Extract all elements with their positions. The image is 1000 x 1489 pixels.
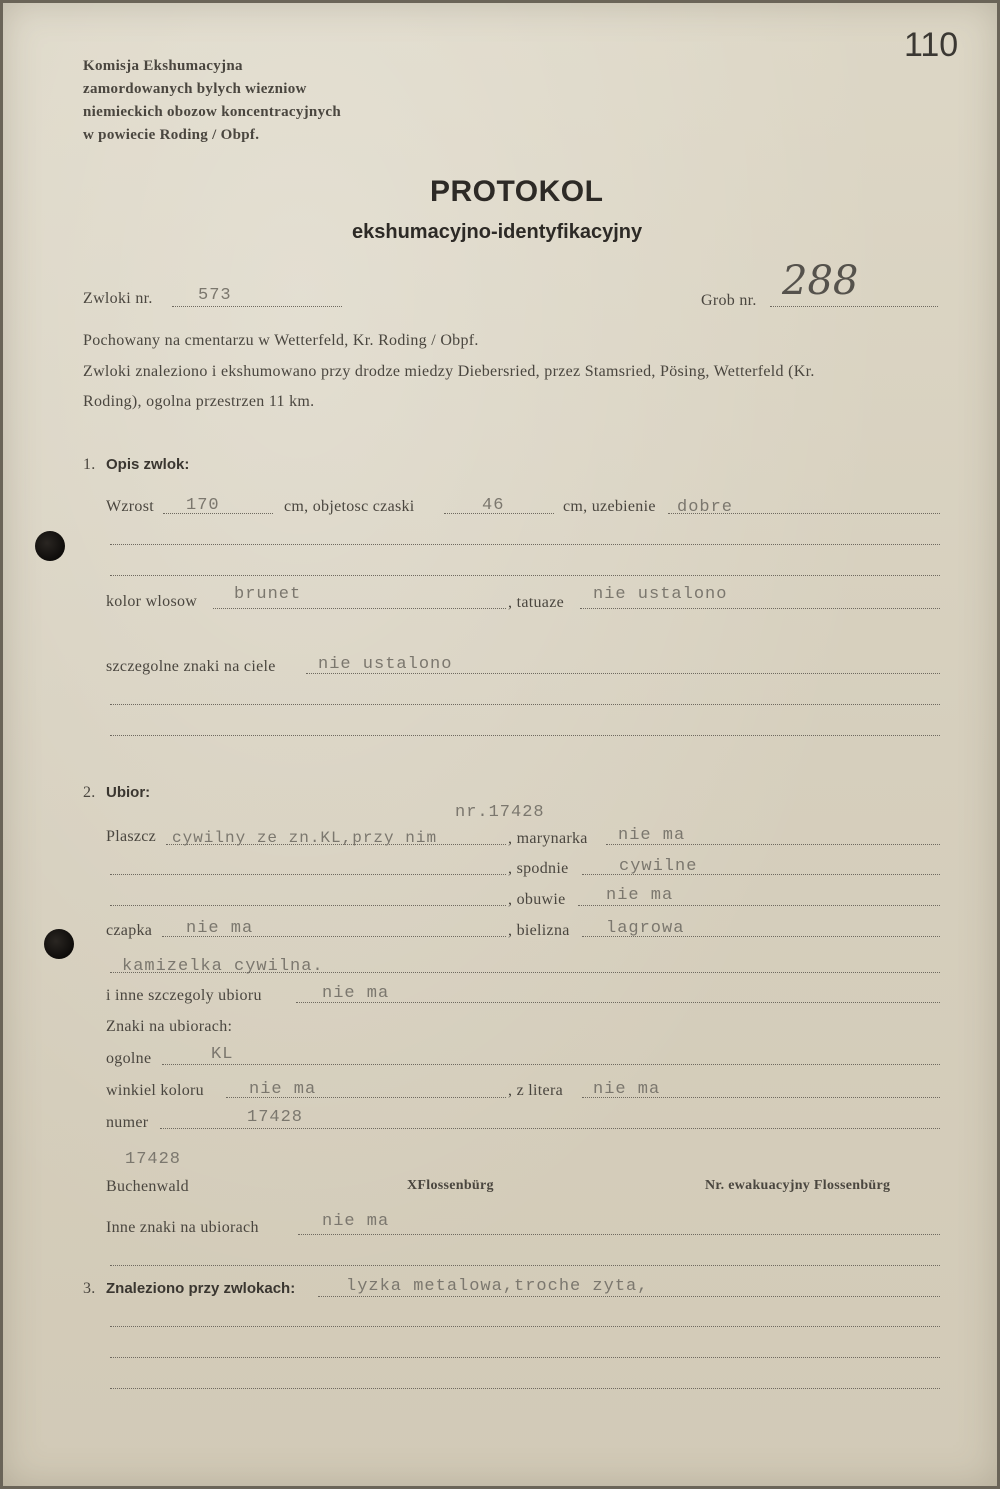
bielizna-label: , bielizna <box>508 922 570 939</box>
uzebienie-label: cm, uzebienie <box>563 498 656 515</box>
tatuaze-value: nie ustalono <box>593 585 728 604</box>
ogolne-line <box>162 1064 940 1065</box>
header-line-3: niemieckich obozow koncentracyjnych <box>83 104 341 120</box>
numer-label: numer <box>106 1114 149 1131</box>
burial-place: Pochowany na cmentarzu w Wetterfeld, Kr. Roding / Obpf. <box>83 332 479 349</box>
obuwie-label: , obuwie <box>508 891 566 908</box>
ewakuacyjny-label: Nr. ewakuacyjny Flossenbürg <box>705 1178 891 1193</box>
inne-szczegoly-line <box>296 1002 940 1003</box>
czaski-label: cm, objetosc czaski <box>284 498 415 515</box>
wzrost-value: 170 <box>186 496 220 515</box>
bielizna-value: lagrowa <box>606 919 685 938</box>
prisoner-number-above: nr.17428 <box>455 803 545 822</box>
header-line-4: w powiecie Roding / Obpf. <box>83 127 260 143</box>
ogolne-label: ogolne <box>106 1050 152 1067</box>
page-title: PROTOKOL <box>430 175 604 208</box>
section-1-number: 1. <box>83 456 96 473</box>
found-location-line-2: Roding), ogolna przestrzen 11 km. <box>83 393 315 410</box>
binder-hole-top <box>35 531 65 561</box>
buchenwald-label: Buchenwald <box>106 1178 189 1195</box>
blank-line <box>110 704 940 705</box>
inne-znaki-line <box>298 1234 940 1235</box>
blank-line <box>110 544 940 545</box>
czapka-value: nie ma <box>186 919 254 938</box>
blank-line <box>110 1388 940 1389</box>
section-2-title: Ubior: <box>106 784 151 801</box>
kolor-label: kolor wlosow <box>106 593 198 610</box>
litera-value: nie ma <box>593 1080 661 1099</box>
zwloki-label: Zwloki nr. <box>83 290 153 307</box>
section-3-value: lyzka metalowa,troche zyta, <box>346 1277 649 1296</box>
tatuaze-label: , tatuaze <box>508 594 564 611</box>
spodnie-label: , spodnie <box>508 860 569 877</box>
blank-line <box>110 735 940 736</box>
blank-line <box>110 1326 940 1327</box>
header-line-1: Komisja Ekshumacyjna <box>83 58 243 74</box>
tatuaze-line <box>580 608 940 609</box>
grob-value: 288 <box>782 258 859 304</box>
znaki-ubiorach-label: Znaki na ubiorach: <box>106 1018 233 1035</box>
plaszcz-label: Plaszcz <box>106 828 157 845</box>
header-line-2: zamordowanych bylych wiezniow <box>83 81 307 97</box>
section-3-line <box>318 1296 940 1297</box>
inne-znaki-value: nie ma <box>322 1212 390 1231</box>
numer-line <box>160 1128 940 1129</box>
section-3-title: Znaleziono przy zwlokach: <box>106 1280 296 1297</box>
obuwie-value: nie ma <box>606 886 674 905</box>
page-subtitle: ekshumacyjno-identyfikacyjny <box>352 221 643 243</box>
grob-label: Grob nr. <box>701 292 757 309</box>
blank-line <box>110 575 940 576</box>
blank-line <box>110 905 506 906</box>
kolor-line <box>213 608 506 609</box>
binder-hole-bottom <box>44 929 74 959</box>
litera-label: , z litera <box>508 1082 563 1099</box>
zwloki-value: 573 <box>198 286 232 305</box>
inne-szczegoly-value: nie ma <box>322 984 390 1003</box>
kolor-value: brunet <box>234 585 302 604</box>
plaszcz-value: cywilny ze zn.KL,przy nim <box>172 829 438 847</box>
section-1-title: Opis zwlok: <box>106 456 190 473</box>
blank-line <box>110 874 506 875</box>
obuwie-line <box>578 905 940 906</box>
winkiel-value: nie ma <box>249 1080 317 1099</box>
blank-line <box>110 1265 940 1266</box>
winkiel-label: winkiel koloru <box>106 1082 204 1099</box>
marynarka-value: nie ma <box>618 826 686 845</box>
znaki-cialo-value: nie ustalono <box>318 655 453 674</box>
marynarka-label: , marynarka <box>508 830 588 847</box>
numer-value: 17428 <box>247 1108 304 1127</box>
wzrost-label: Wzrost <box>106 498 155 515</box>
czaski-value: 46 <box>482 496 505 515</box>
ogolne-value: KL <box>211 1045 234 1064</box>
section-2-number: 2. <box>83 784 96 801</box>
znaki-cialo-label: szczegolne znaki na ciele <box>106 658 276 675</box>
spodnie-value: cywilne <box>619 857 698 876</box>
inne-znaki-label: Inne znaki na ubiorach <box>106 1219 259 1236</box>
page-number: 110 <box>904 26 959 64</box>
flossenburg-label: XFlossenbürg <box>407 1178 494 1193</box>
czapka-label: czapka <box>106 922 153 939</box>
blank-line <box>110 1357 940 1358</box>
inne-szczegoly-label: i inne szczegoly ubioru <box>106 987 262 1004</box>
buchenwald-number: 17428 <box>125 1150 182 1169</box>
section-3-number: 3. <box>83 1280 96 1297</box>
grob-line <box>770 306 938 307</box>
blank-line <box>110 972 940 973</box>
uzebienie-value: dobre <box>677 498 734 517</box>
zwloki-line <box>172 306 342 307</box>
found-location-line-1: Zwloki znaleziono i ekshumowano przy drodze miedzy Diebersried, przez Stamsried, Pösing, Wetterfeld (Kr. <box>83 363 815 380</box>
kamizelka-value: kamizelka cywilna. <box>122 957 324 976</box>
